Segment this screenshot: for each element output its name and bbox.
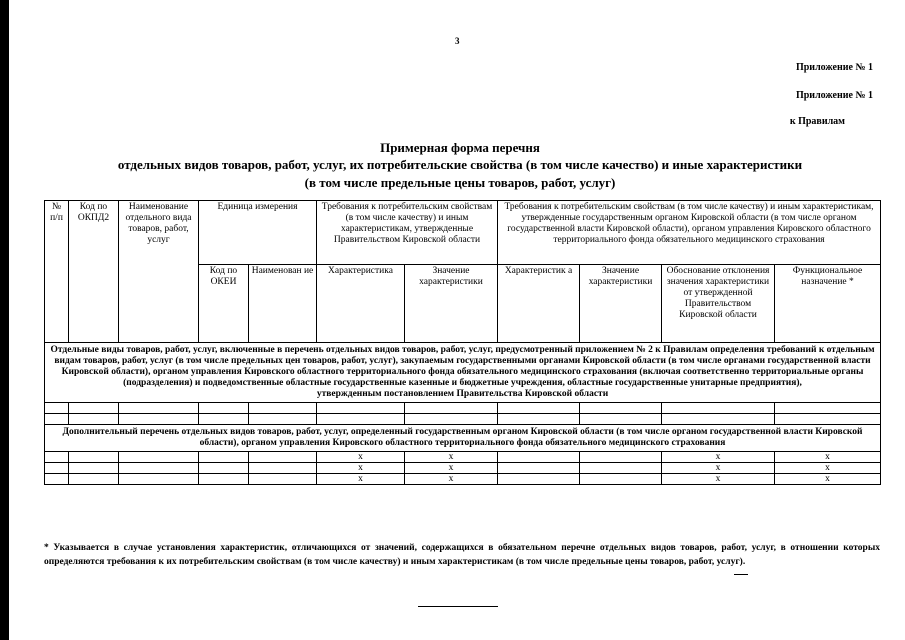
appendix-rules-label: к Правилам: [789, 116, 845, 127]
x-mark: x: [317, 474, 405, 485]
x-mark: x: [405, 463, 498, 474]
footnote-dash: [734, 574, 748, 575]
x-mark: x: [662, 452, 775, 463]
scan-edge-bar: [0, 0, 9, 640]
header-num: № п/п: [45, 201, 69, 343]
appendix-label-2: Приложение № 1: [795, 90, 873, 101]
header-characteristic-2: Характеристик а: [498, 265, 580, 343]
form-table: [44, 200, 881, 485]
header-req-body: Требования к потребительским свойствам (в том числе качеству) и иным характеристикам, утвержденные государственным органом Кировской области (в том числе органом государственной власти Кировской области), органом управления Кировского областного территориального фонда обязательного медицинского страхования: [498, 201, 881, 265]
footnote: * Указывается в случае установления характеристик, отличающихся от значений, содержащихся в обязательном перечне отдельных видов товаров, работ, услуг, в отношении которых определяются требования к их потребительским свойствам (в том числе качеству) и иным характеристикам (в том числе предельные цены товаров, работ, услуг).: [44, 543, 880, 567]
appendix-label-1: Приложение № 1: [795, 62, 873, 73]
section-2-caption: Дополнительный перечень отдельных видов товаров, работ, услуг, определенный государственным органом Кировской области (в том числе органом государственной власти Кировской области), органом управления Кировского областного территориального фонда обязательного медицинского страхования: [45, 425, 881, 452]
x-mark: x: [775, 474, 881, 485]
table-row: [45, 463, 881, 474]
header-justification: Обоснование отклонения значения характеристики от утвержденной Правительством Кировской области: [662, 265, 775, 343]
x-mark: x: [317, 463, 405, 474]
x-mark: x: [317, 452, 405, 463]
header-value-1: Значение характеристики: [405, 265, 498, 343]
section-1-text-tail: утвержденным постановлением Правительства Кировской области: [316, 389, 609, 399]
header-value-2: Значение характеристики: [580, 265, 662, 343]
header-okpd2: Код по ОКПД2: [69, 201, 119, 343]
x-mark: x: [405, 452, 498, 463]
x-mark: x: [662, 474, 775, 485]
table-row: [45, 414, 881, 425]
x-mark: x: [775, 463, 881, 474]
table-row: [45, 474, 881, 485]
header-purpose: Функциональное назначение *: [775, 265, 881, 343]
header-item-name: Наименование отдельного вида товаров, работ, услуг: [119, 201, 199, 343]
table-row: [45, 403, 881, 414]
page-number: 3: [455, 36, 460, 46]
header-unit: Единица измерения: [199, 201, 317, 265]
section-1-text: Отдельные виды товаров, работ, услуг, включенные в перечень отдельных видов товаров, работ, услуг, предусмотренный приложением № 2 к Правилам определения требований к отдельным видам товаров, работ, услуг (в том числе предельных цен товаров, работ, услуг), закупаемым государственными органами Кировской области (в том числе органами государственной власти Кировской области), органом управления Кировского областного территориального фонда обязательного медицинского страхования (включая соответственно территориальные органы (подразделения) и подведомственные областные государственные казенные и бюджетные учреждения, областные государственные унитарные предприятия),: [50, 345, 875, 388]
table-row: [45, 452, 881, 463]
end-separator-line: [418, 606, 498, 607]
doc-subtitle-2: (в том числе предельные цены товаров, работ, услуг): [304, 175, 616, 190]
doc-title: Примерная форма перечня: [380, 140, 540, 155]
section-1-caption: [45, 343, 881, 403]
header-okei: Код по ОКЕИ: [199, 265, 249, 343]
x-mark: x: [662, 463, 775, 474]
x-mark: x: [775, 452, 881, 463]
header-unit-name: Наименован ие: [249, 265, 317, 343]
x-mark: x: [405, 474, 498, 485]
doc-subtitle-1: отдельных видов товаров, работ, услуг, их потребительские свойства (в том числе качество) и иные характеристики: [117, 157, 803, 172]
header-characteristic-1: Характеристика: [317, 265, 405, 343]
header-req-government: Требования к потребительским свойствам (в том числе качеству) и иным характеристикам, утвержденные Правительством Кировской области: [317, 201, 498, 265]
